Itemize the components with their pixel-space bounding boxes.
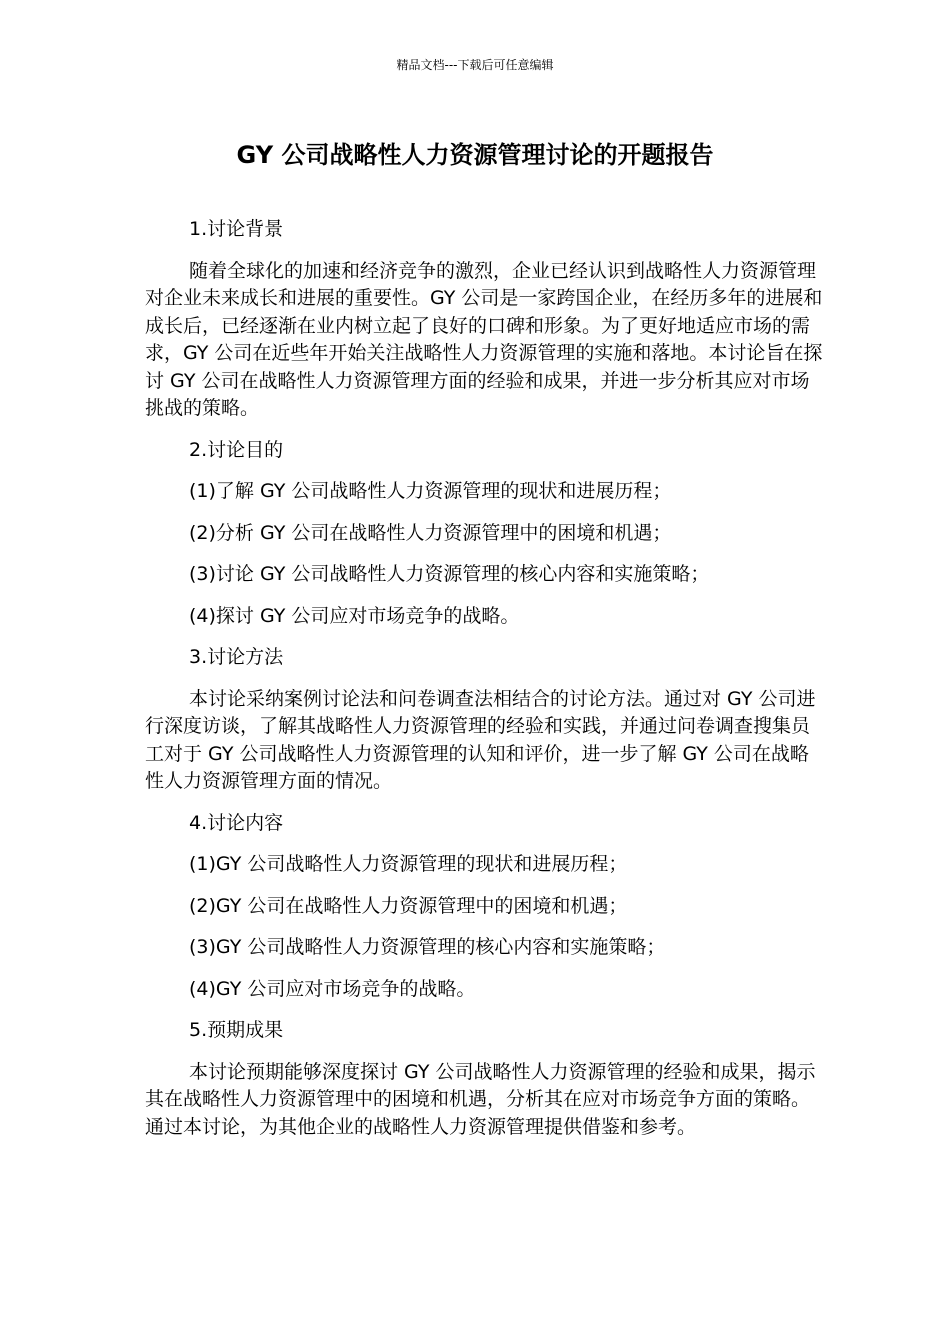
section-heading-content: 4.讨论内容 [189,811,284,834]
page-header-note: 精品文档---下载后可任意编辑 [396,58,554,72]
list-item: (2)分析 GY 公司在战略性人力资源管理中的困境和机遇； [189,521,672,544]
section-paragraph-method: 本讨论采纳案例讨论法和问卷调查法相结合的讨论方法。通过对 GY 公司进行深度访谈，了解其战略性人力资源管理的经验和实践，并通过问卷调查搜集员工对于 GY 公司战略性人力资源管理的认知和评价，进一步了解 GY 公司在战略性人力资源管理方面的情况。 [145,687,816,792]
list-item: (1)GY 公司战略性人力资源管理的现状和进展历程； [189,853,628,875]
section-paragraph-background: 随着全球化的加速和经济竞争的激烈，企业已经认识到战略性人力资源管理对企业未来成长和进展的重要性。GY 公司是一家跨国企业，在经历多年的进展和成长后，已经逐渐在业内树立起了良好的口碑和形象。为了更好地适应市场的需求，GY 公司在近些年开始关注战略性人力资源管理的实施和落地。本讨论旨在探讨 GY 公司在战略性人力资源管理方面的经验和成果，并进一步分析其应对市场挑战的策略。 [145,259,823,419]
section-heading-purpose: 2.讨论目的 [189,438,284,461]
list-item: (3)讨论 GY 公司战略性人力资源管理的核心内容和实施策略； [189,563,710,585]
section-heading-background: 1.讨论背景 [189,218,284,240]
list-item: (4)GY 公司应对市场竞争的战略。 [189,977,476,1000]
list-item: (4)探讨 GY 公司应对市场竞争的战略。 [189,604,520,627]
section-paragraph-expected-results: 本讨论预期能够深度探讨 GY 公司战略性人力资源管理的经验和成果，揭示其在战略性人力资源管理中的困境和机遇，分析其在应对市场竞争方面的策略。通过本讨论，为其他企业的战略性人力资源管理提供借鉴和参考。 [145,1060,816,1138]
document-title: GY 公司战略性人力资源管理讨论的开题报告 [236,141,714,169]
section-heading-method: 3.讨论方法 [189,646,284,668]
section-heading-expected-results: 5.预期成果 [189,1019,284,1041]
list-item: (1)了解 GY 公司战略性人力资源管理的现状和进展历程； [189,480,672,502]
document-body [145,216,825,1155]
list-item: (3)GY 公司战略性人力资源管理的核心内容和实施策略； [189,936,666,958]
list-item: (2)GY 公司在战略性人力资源管理中的困境和机遇； [189,894,628,917]
